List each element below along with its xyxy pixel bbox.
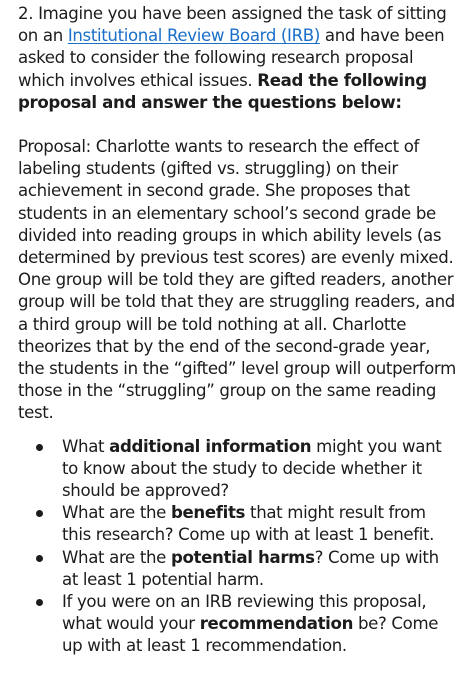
bullet-pre: What are the [62,503,167,523]
bullet-icon [36,599,43,606]
bullet-bold: benefits [170,503,246,523]
bullet-pre: What [62,436,105,456]
bullet-bold: additional information [109,436,312,456]
bullet-pre: If you were on an IRB reviewing this proposal, what would your [62,592,427,634]
list-item-additional-information [18,436,454,503]
question-number: 2. [18,4,34,23]
question-text-2: and have been asked to consider the following research proposal which involves ethical issues. [18,26,445,90]
bullet-icon [36,444,43,451]
question-intro [18,3,458,114]
document-body [18,3,464,658]
question-instruction: Read the following proposal and answer the questions below: [18,70,427,112]
list-item-potential-harms [18,547,454,591]
bullet-bold: potential harms [170,547,315,567]
question-list [18,436,464,658]
bullet-post: ? Come up with at least 1 potential harm. [62,547,439,589]
bullet-post: be? Come up with at least 1 recommendation. [62,614,439,656]
question-text-1: Imagine you have been assigned the task of sitting on an [18,4,447,46]
bullet-pre: What are the [62,547,167,567]
bullet-icon [36,510,43,517]
bullet-post: might you want to know about the study to decide whether it should be approved? [62,436,442,501]
list-item-benefits [18,502,454,546]
list-item-recommendation [18,591,454,658]
bullet-bold: recommendation [199,614,354,634]
bullet-post: that might result from this research? Come up with at least 1 benefit. [62,503,435,545]
bullet-icon [36,555,43,562]
proposal-paragraph: Proposal: Charlotte wants to research the effect of labeling students (gifted vs. struggling) on their achievement in second grade. She proposes that students in an elementary school’s second grade be divided into reading groups in which ability levels (as determined by previous test scores) are evenly mixed. One group will be told they are gifted readers, another group will be told that they are struggling readers, and a third group will be told nothing at all. Charlotte theorizes that by the end of the second-grade year, the students in the “gifted” level group will outperform those in the “struggling” group on the same reading test. [18,137,456,423]
irb-link[interactable]: Institutional Review Board (IRB) [67,26,320,46]
